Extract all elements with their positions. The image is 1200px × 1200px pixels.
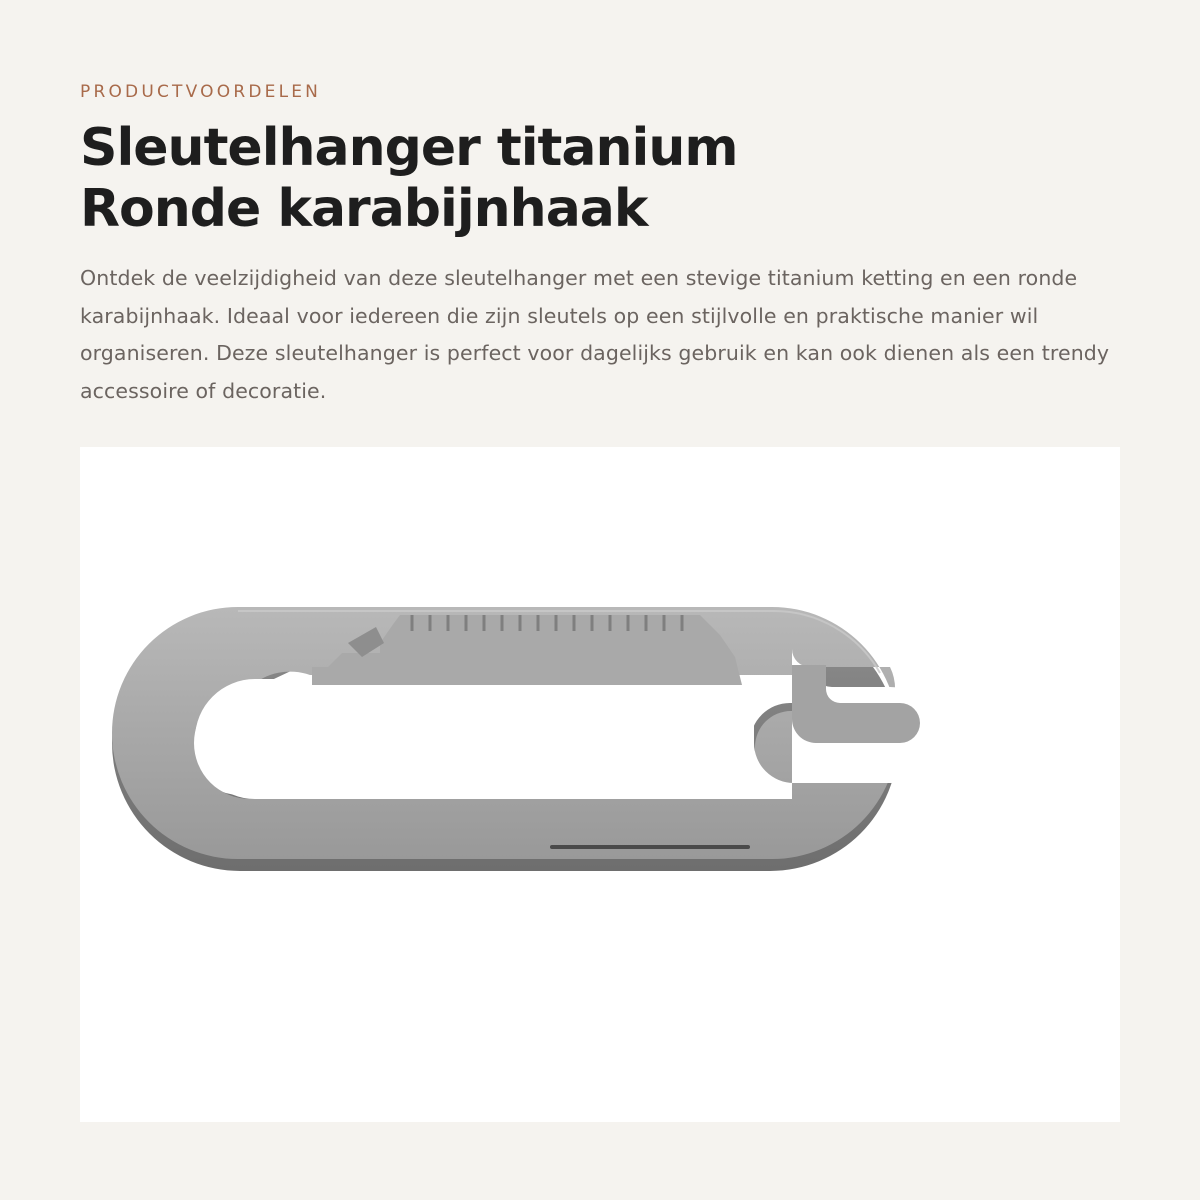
section-eyebrow: PRODUCTVOORDELEN: [80, 82, 322, 102]
product-title-line-1: Sleutelhanger titanium: [80, 118, 738, 178]
product-title: [80, 118, 738, 240]
product-description: Ontdek de veelzijdigheid van deze sleutelhanger met een stevige titanium ketting en een ronde karabijnhaak. Ideaal voor iedereen die zijn sleutels op een stijlvolle en praktische manier wil organiseren. Deze sleutelhanger is perfect voor dagelijks gebruik en kan ook dienen als een trendy accessoire of decoratie.: [80, 266, 1110, 403]
spring-slit: [550, 845, 750, 849]
carabiner-keychain-illustration: [80, 447, 1120, 1122]
product-image: [80, 447, 1120, 1122]
product-title-line-2: Ronde karabijnhaak: [80, 179, 648, 239]
